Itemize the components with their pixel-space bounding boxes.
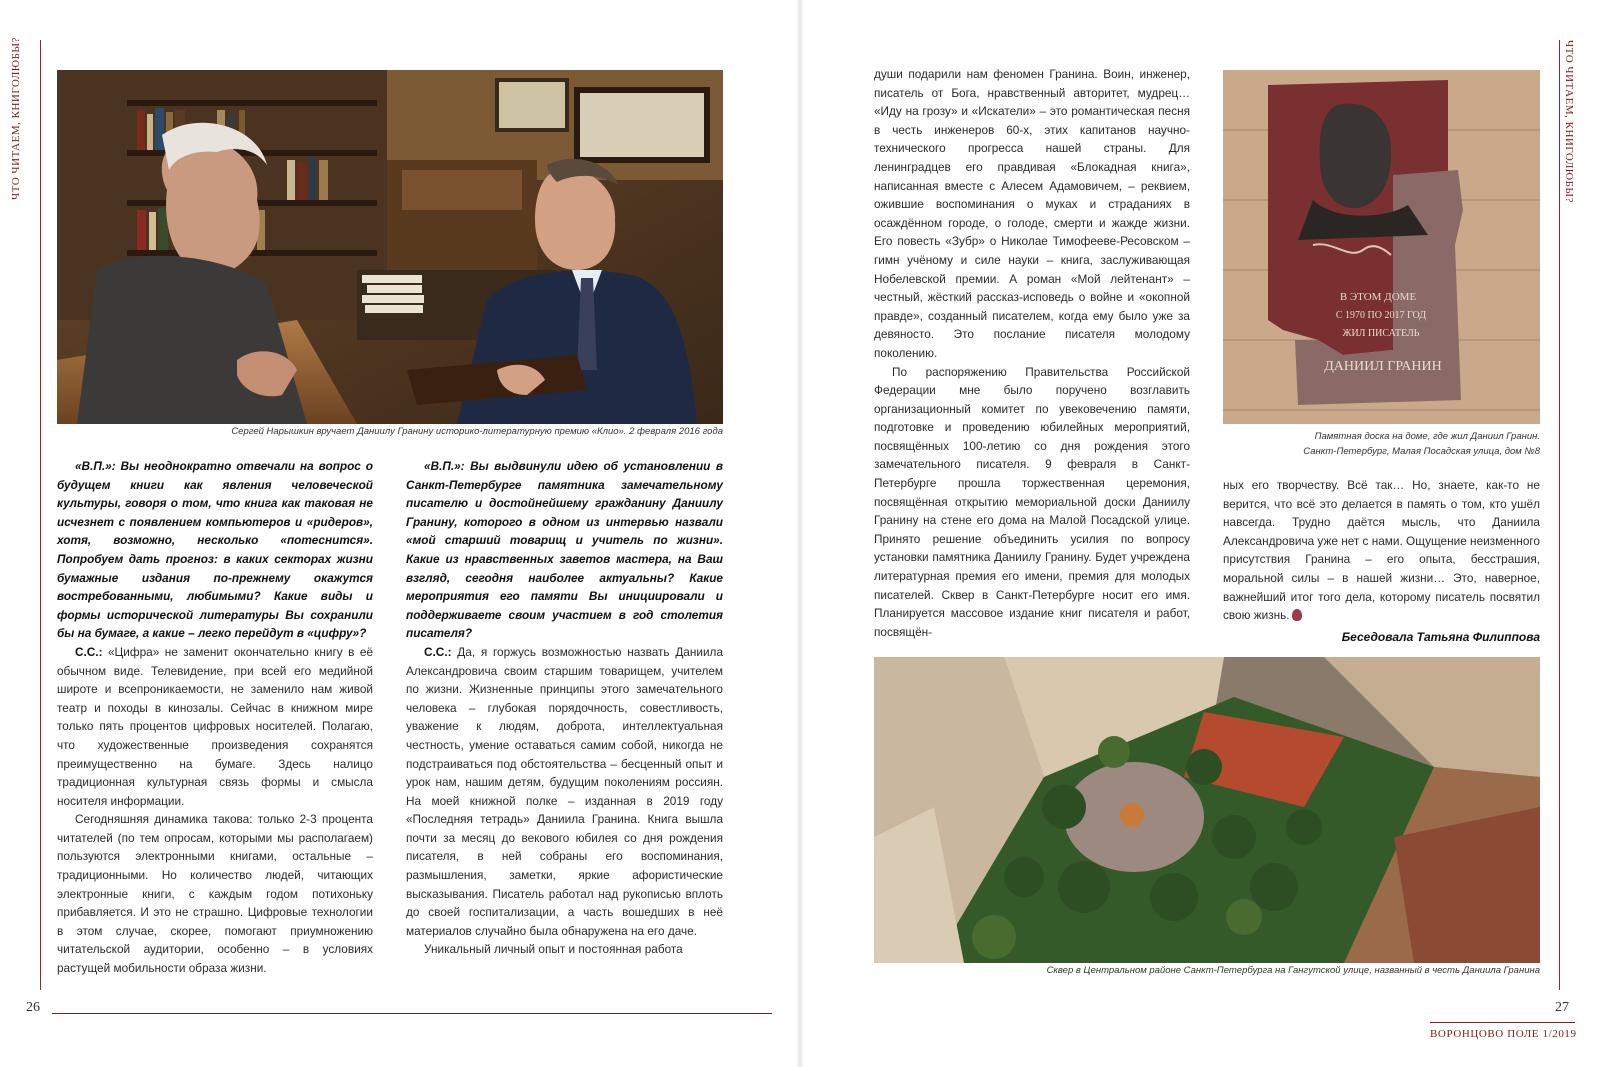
right-footer-rule [1430, 1022, 1575, 1023]
right-paragraph-1: души подарили нам феномен Гранина. Воин, инженер, писатель от Бога, нравственный авторитет, мудрец… «Иду на грозу» и «Искатели» – это романтическая песня в честь инженеров 60-х, этих капитанов научно-технического прогресса нашей страны. Для ленинградцев его правдивая «Блокадная книга», написанная вместе с Алесем Адамовичем, – реквием, ожившие воспоминания о муках и страданиях в осаждённом городе, о голоде, смерти и жажде жизни. Его повесть «Зубр» о Николае Тимофееве-Ресовском – гимн учёному и силе науки – книга, заслуживающая Нобелевской премии. А роман «Мой лейтенант» – честный, жёсткий рассказ-исповедь о войне и «окопной правде», созданный писателем, когда ему было уже за девяносто. Это послание писателя молодому поколению. [874, 67, 1190, 360]
right-section-label: ЧТО ЧИТАЕМ, КНИГОЛЮБЫ? [1563, 40, 1575, 203]
answer-2 [406, 643, 723, 941]
plaque-photo-art [1223, 70, 1540, 424]
end-mark-icon [1292, 609, 1302, 621]
right-paragraph-3-text: ных его творчеству. Всё так… Но, знаете, как-то не верится, что всё это делается в память о том, кто ушёл навсегда. Трудно даётся мысль, что Даниила Александровича уже нет с нами. Ощущение неизменного присутствия Гранина – его опыта, бесстрашия, моральной силы – в нашей жизни… Это, наверное, важнейший итог того дела, которому писатель посвятил свою жизнь. [1223, 478, 1540, 623]
office-photo-caption: Сергей Нарышкин вручает Даниилу Гранину историко-литературную премию «Клио». 2 февраля 2016 года [231, 426, 723, 437]
answer-2-speaker: С.С.: [424, 644, 452, 659]
park-photo-art [874, 657, 1540, 963]
park-photo-caption: Сквер в Центральном районе Санкт-Петербурга на Гангутской улице, названный в честь Даниила Гранина [1046, 965, 1540, 976]
office-photo-art [57, 70, 723, 424]
answer-1 [57, 643, 373, 810]
plaque-photo [1223, 70, 1540, 424]
left-section-label: ЧТО ЧИТАЕМ, КНИГОЛЮБЫ? [10, 37, 22, 200]
plaque-text-name: ДАНИИЛ ГРАНИН [1324, 359, 1442, 374]
answer-1-speaker: С.С.: [75, 644, 103, 659]
park-photo [874, 657, 1540, 963]
plaque-photo-caption [1190, 429, 1540, 459]
left-column-2 [406, 457, 723, 959]
right-column-2 [1223, 476, 1540, 625]
answer-1-paragraph-2: Сегодняшняя динамика такова: только 2-3 процента читателей (по тем опросам, которыми мы располагаем) пользуются электронными книгами, остальные – традиционными. Но количество людей, читающих электронные книги, с каждым годом потихоньку прибавляется. И это не страшно. Цифровые технологии в этом случае, скорее, помогают приумножению читательской аудитории, особенно – в условиях растущей мобильности образа жизни. [57, 812, 373, 976]
journal-title: ВОРОНЦОВО ПОЛЕ 1/2019 [1430, 1028, 1577, 1040]
right-paragraph-3 [1223, 476, 1540, 625]
article-signature: Беседовала Татьяна Филиппова [1341, 630, 1540, 644]
left-footer-rule [52, 1013, 772, 1014]
left-page-number: 26 [26, 1000, 40, 1015]
question-2: «В.П.»: Вы выдвинули идею об установлении в Санкт-Петербурге памятника замечательному писателю и достойнейшему гражданину Даниилу Гранину, которого в одном из интервью назвали «мой старший товарищ и учитель по жизни». Какие из нравственных заветов мастера, на Ваш взгляд, сегодня наиболее актуальны? Какие мероприятия его памяти Вы инициировали и поддерживаете своим участием в год столетия писателя? [406, 459, 723, 641]
plaque-text-line-1: В ЭТОМ ДОМЕ [1339, 291, 1417, 303]
right-page-number: 27 [1555, 1000, 1569, 1015]
plaque-text-line-2: С 1970 ПО 2017 ГОД [1335, 310, 1427, 321]
office-photo [57, 70, 723, 424]
plaque-caption-line-1: Памятная доска на доме, где жил Даниил Гранин. [1314, 431, 1540, 442]
answer-2-paragraph-2: Уникальный личный опыт и постоянная работа [424, 942, 683, 957]
right-paragraph-2: По распоряжению Правительства Российской Федерации мне было поручено возглавить организационный комитет по увековечению памяти, подготовке и проведению юбилейных мероприятий, посвящённых 100-летию со дня рождения этого замечательного писателя. 9 февраля в Санкт-Петербурге прошла торжественная церемония, посвящённая открытию мемориальной доски Даниилу Гранину на стене его дома на Малой Посадской улице. Принято решение объединить усилия по вопросу установки памятника Даниилу Гранину. Будет учреждена литературная премия его имени, премия для молодых писателей. Сквер в Санкт-Петербурге носит его имя. Планируется массовое издание книг писателя и работ, посвящён- [874, 364, 1190, 639]
right-column-1 [874, 65, 1190, 641]
question-1: «В.П.»: Вы неоднократно отвечали на вопрос о будущем книги как явления человеческой культуры, говоря о том, что книга как таковая не исчезнет с появлением компьютеров и «ридеров», хотя, возможно, несколько «потеснится». Попробуем дать прогноз: в каких секторах жизни бумажные издания по-прежнему окажутся востребованными, любимыми? Какие виды и формы исторической литературы Вы сохранили бы на бумаге, а какие – легко перейдут в «цифру»? [57, 459, 373, 641]
answer-1-text: «Цифра» не заменит окончательно книгу в её обычном виде. Телевидение, при всей его медийной широте и всепроникаемости, не заменило нам живой театр и походы в кинозалы. Сейчас в книжном мире только пять процентов цифровых носителей. Полагаю, что художественные произведения сохранятся преимущественно на бумаге. Здесь налицо традиционная культурная связь формы и смысла носителя информации. [57, 644, 374, 808]
plaque-caption-line-2: Санкт-Петербург, Малая Посадская улица, дом №8 [1303, 446, 1540, 457]
left-column-1 [57, 457, 373, 978]
spread-gutter [796, 0, 804, 1067]
left-margin-rule [40, 40, 41, 990]
right-margin-rule [1559, 40, 1560, 990]
answer-2-text: Да, я горжусь возможностью назвать Даниила Александровича своим старшим товарищем, учителем по жизни. Жизненные принципы этого замечательного человека – глубокая порядочность, совестливость, уважение к людям, доброта, интеллектуальная честность, умение оставаться самим собой, никогда не подстраиваться под обстоятельства – бесценный опыт и урок нам, нашим детям, будущим поколениям россиян. На моей книжной полке – изданная в 2019 году «Последняя тетрадь» Даниила Гранина. Книга вышла почти за месяц до векового юбилея со дня рождения писателя, в ней собраны его воспоминания, размышления, заметки, яркие афористические высказывания. Писатель работал над рукописью вплоть до своей госпитализации, а часть вошедших в неё материалов случайно была обнаружена на его даче. [406, 644, 724, 938]
plaque-text-line-3: ЖИЛ ПИСАТЕЛЬ [1342, 328, 1420, 339]
